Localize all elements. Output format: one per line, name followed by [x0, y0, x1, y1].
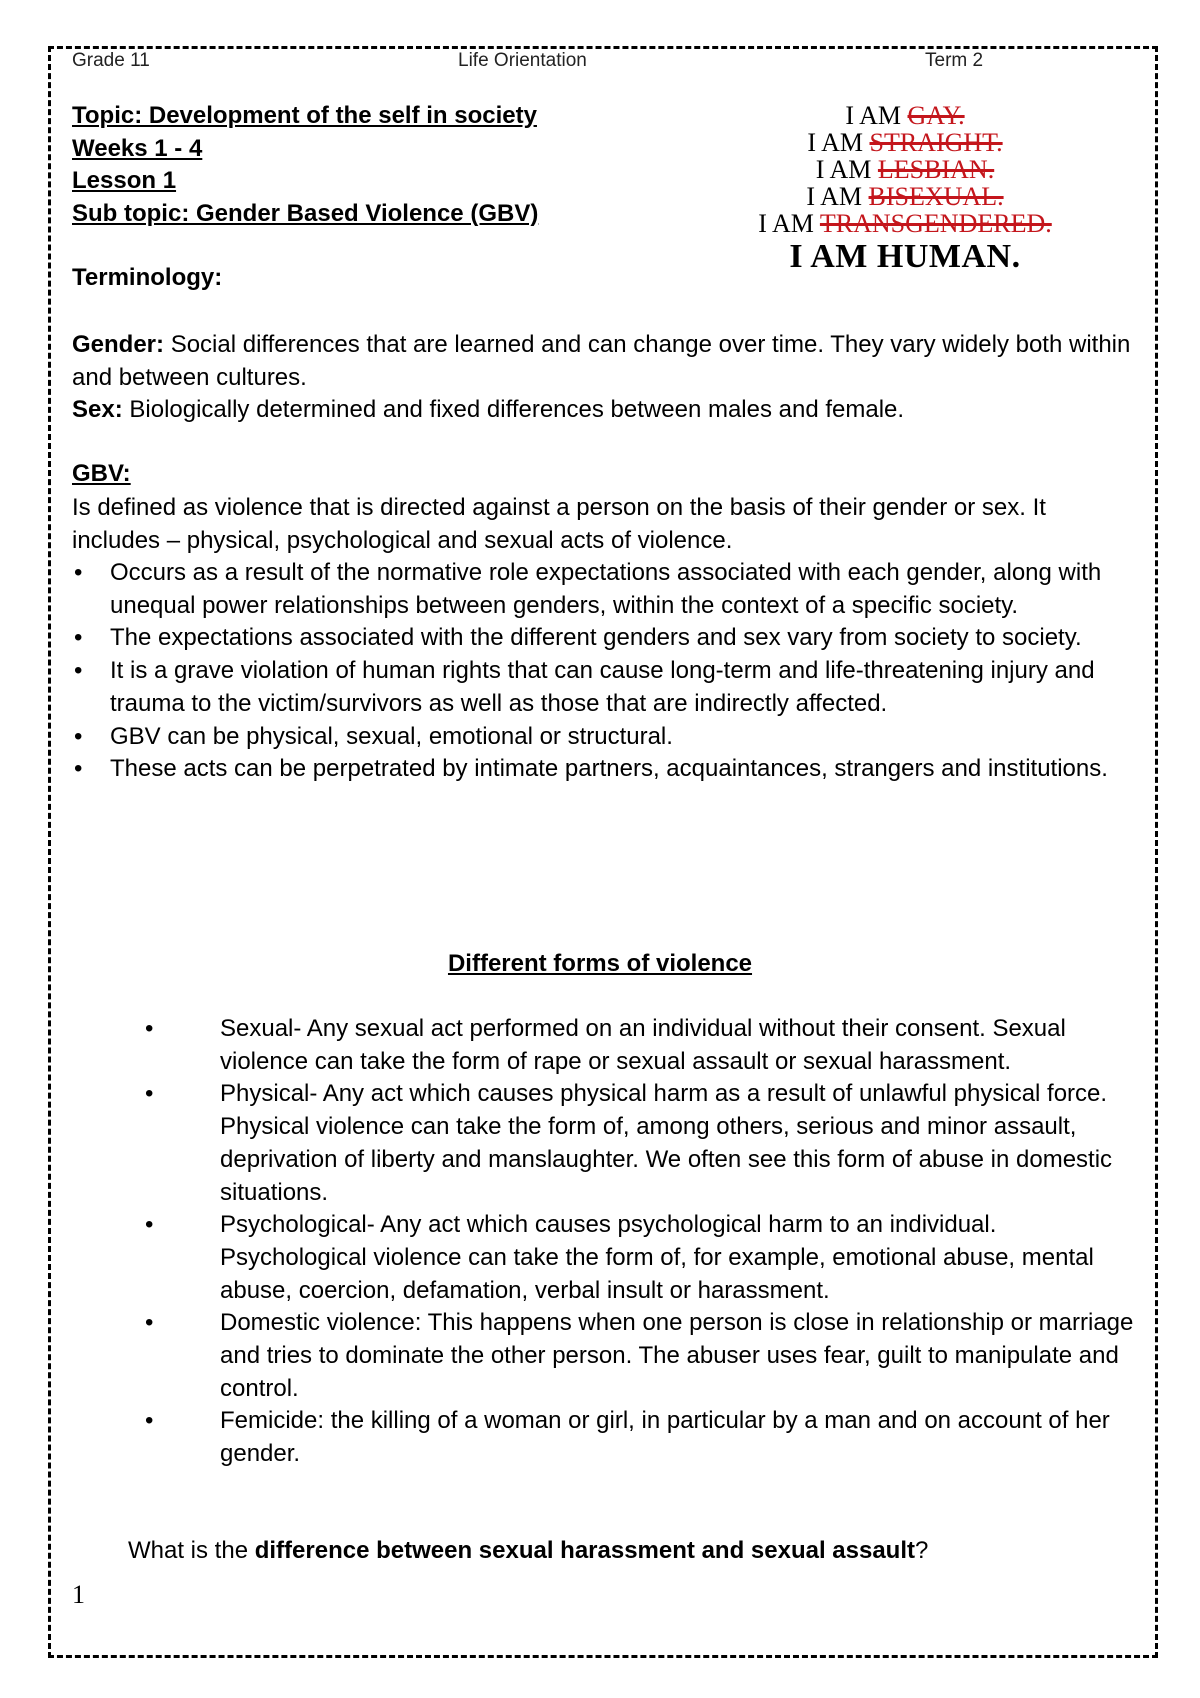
- list-item: • Physical- Any act which causes physical harm as a result of unlawful physical force. Physical violence can take the form of, among others, serious and minor assault, deprivation of liberty and manslaughter. We often see this form of abuse in domestic situations.: [145, 1080, 1113, 1206]
- list-item: • GBV can be physical, sexual, emotional or structural.: [72, 721, 1137, 754]
- list-item: • The expectations associated with the different genders and sex vary from society to society.: [72, 622, 1137, 655]
- lesson-label: Lesson 1: [72, 167, 177, 194]
- question: What is the difference between sexual harassment and sexual assault?: [128, 1537, 929, 1564]
- bullet-icon: •: [145, 1407, 154, 1435]
- i-am-human-poster: [680, 102, 1130, 277]
- bullet-icon: •: [145, 1080, 154, 1108]
- subtopic-label: Sub topic: Gender Based Violence (GBV): [72, 199, 539, 227]
- definitions: [72, 329, 1137, 427]
- violence-forms-list: [145, 1013, 1135, 1471]
- page-number: 1: [72, 1580, 85, 1609]
- poster-line: I AM BISEXUAL.: [806, 182, 1004, 211]
- list-item: • Sexual- Any sexual act performed on an individual without their consent. Sexual violence can take the form of rape or sexual assault or sexual harassment.: [145, 1015, 1066, 1075]
- bullet-icon: •: [145, 1309, 154, 1337]
- bullet-icon: •: [145, 1015, 154, 1042]
- weeks-label: Weeks 1 - 4: [72, 134, 203, 162]
- sex-definition: Sex: Biologically determined and fixed differences between males and female.: [72, 396, 905, 424]
- list-item: • These acts can be perpetrated by intimate partners, acquaintances, strangers and institutions.: [72, 753, 1137, 786]
- header-grade: Grade 11: [72, 50, 150, 71]
- list-item: • Psychological- Any act which causes psychological harm to an individual. Psychological violence can take the form of, for example, emotional abuse, mental abuse, coercion, defamation, verbal insult or harassment.: [145, 1211, 1094, 1304]
- forms-heading: Different forms of violence: [447, 950, 753, 977]
- poster-final-line: I AM HUMAN.: [789, 238, 1021, 275]
- header-subject: Life Orientation: [458, 50, 587, 71]
- gender-definition: Gender: Social differences that are learned and can change over time. They vary widely both within and between cultures.: [72, 331, 1131, 391]
- gbv-definition: Is defined as violence that is directed against a person on the basis of their gender or sex. It includes – physical, psychological and sexual acts of violence.: [72, 494, 1046, 554]
- gbv-heading: GBV:: [72, 460, 131, 487]
- list-item: • Femicide: the killing of a woman or girl, in particular by a man and on account of her gender.: [145, 1407, 1110, 1468]
- list-item: • Occurs as a result of the normative role expectations associated with each gender, along with unequal power relationships between genders, within the context of a specific society.: [74, 559, 1102, 619]
- poster-line: I AM TRANSGENDERED.: [758, 209, 1052, 238]
- list-item: • It is a grave violation of human rights that can cause long-term and life-threatening injury and trauma to the victim/survivors as well as those that are indirectly affected.: [74, 657, 1095, 717]
- bullet-icon: •: [74, 657, 83, 685]
- bullet-icon: •: [74, 559, 83, 586]
- bullet-icon: •: [74, 755, 83, 783]
- bullet-icon: •: [145, 1211, 154, 1239]
- terminology-heading: Terminology:: [72, 264, 223, 291]
- topic-title: Topic: Development of the self in society: [72, 102, 537, 129]
- topic-block: [72, 100, 538, 230]
- poster-line: I AM STRAIGHT.: [807, 128, 1003, 157]
- bullet-icon: •: [74, 722, 83, 750]
- gbv-points-list: [72, 557, 1137, 786]
- header-term: Term 2: [925, 50, 984, 71]
- poster-line: I AM GAY.: [845, 101, 965, 130]
- list-item: • Domestic violence: This happens when one person is close in relationship or marriage and tries to dominate the other person. The abuser uses fear, guilt to manipulate and control.: [145, 1309, 1134, 1402]
- bullet-icon: •: [74, 624, 83, 652]
- poster-line: I AM LESBIAN.: [815, 155, 995, 184]
